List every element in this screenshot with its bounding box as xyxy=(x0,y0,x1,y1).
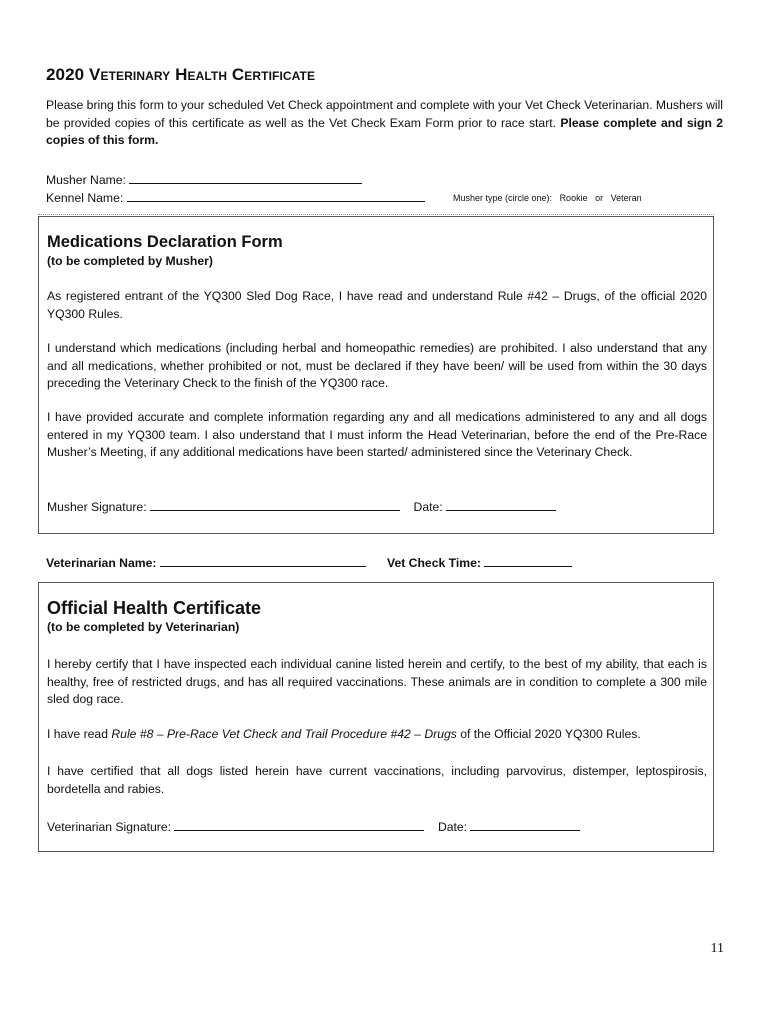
health-para-2 xyxy=(47,726,707,744)
health-para-2-post: of the Official 2020 YQ300 Rules. xyxy=(456,727,641,741)
intro-paragraph xyxy=(46,97,723,150)
medications-para-2: I understand which medications (including herbal and homeopathic remedies) are prohibited. I also understand that any and all medications, whether prohibited or not, must be declared if they have been/ will be used from within the 30 days preceding the Veterinary Check to the finish of the YQ300 race. xyxy=(47,341,707,390)
musher-signature-label: Musher Signature: xyxy=(47,500,147,514)
vet-signature-row xyxy=(47,817,707,837)
musher-signature-field[interactable] xyxy=(150,497,400,511)
musher-signature-row xyxy=(47,497,707,517)
musher-date-field[interactable] xyxy=(446,497,556,511)
musher-name-row xyxy=(46,170,362,190)
vet-time-field[interactable] xyxy=(484,553,572,567)
medications-heading: Medications Declaration Form xyxy=(47,233,283,251)
vet-signature-label: Veterinarian Signature: xyxy=(47,820,171,834)
musher-type-label: Musher type (circle one): xyxy=(453,193,553,203)
health-para-2-pre: I have read xyxy=(47,727,112,741)
musher-type-row xyxy=(453,190,642,208)
intro-bold-text: Please complete and sign 2 copies of this form. xyxy=(46,115,723,147)
page-title xyxy=(46,66,315,84)
musher-date-label: Date: xyxy=(413,500,443,514)
vet-time-label: Vet Check Time: xyxy=(387,556,481,570)
musher-type-rookie[interactable]: Rookie xyxy=(559,193,588,203)
medications-para-1: As registered entrant of the YQ300 Sled Dog Race, I have read and understand Rule #42 – Drugs, of the official 2020 YQ300 Rules. xyxy=(47,289,707,321)
separator-line xyxy=(38,214,714,215)
health-para-2-rule-ref: Rule #8 – Pre-Race Vet Check and Trail Procedure #42 – Drugs xyxy=(111,727,457,741)
kennel-name-label: Kennel Name: xyxy=(46,191,124,205)
kennel-name-field[interactable] xyxy=(127,188,425,202)
vet-date-field[interactable] xyxy=(470,817,580,831)
health-para-1: I hereby certify that I have inspected each individual canine listed herein and certify, to the best of my ability, that each is healthy, free of restricted drugs, and has all required vaccinations. These animals are in condition to complete a 300 mile sled dog race. xyxy=(47,657,707,706)
vet-time-row xyxy=(387,553,572,573)
page-number: 11 xyxy=(710,941,724,956)
musher-type-veteran[interactable]: Veteran xyxy=(610,193,642,203)
medications-declaration-box xyxy=(38,216,714,534)
vet-signature-field[interactable] xyxy=(174,817,424,831)
health-para-3: I have certified that all dogs listed herein have current vaccinations, including parvovirus, distemper, leptospirosis, bordetella and rabies. xyxy=(47,764,707,796)
musher-name-field[interactable] xyxy=(129,170,362,184)
health-subheading: (to be completed by Veterinarian) xyxy=(47,620,240,634)
health-certificate-box xyxy=(38,582,714,852)
title-year: 2020 xyxy=(46,65,85,84)
vet-date-label: Date: xyxy=(437,820,468,834)
vet-name-row xyxy=(46,553,366,573)
title-text: Veterinary Health Certificate xyxy=(89,65,316,84)
medications-subheading: (to be completed by Musher) xyxy=(47,254,213,268)
musher-name-label: Musher Name: xyxy=(46,173,126,187)
vet-name-label: Veterinarian Name: xyxy=(46,556,157,570)
intro-text: Please bring this form to your scheduled Vet Check appointment and complete with your Vet Check Veterinarian. Mushers will be provided copies of this certificate as well as the Vet Check Exam Form prior to race start. xyxy=(46,98,723,130)
kennel-name-row xyxy=(46,188,425,208)
medications-para-3: I have provided accurate and complete information regarding any and all medications administered to any and all dogs entered in my YQ300 team. I also understand that I must inform the Head Veterinarian, before the end of the Pre-Race Musher’s Meeting, if any additional medications have been started/ administered since the Veterinary Check. xyxy=(47,410,707,459)
musher-type-or: or xyxy=(595,193,604,203)
vet-name-field[interactable] xyxy=(160,553,366,567)
health-heading: Official Health Certificate xyxy=(47,598,262,618)
